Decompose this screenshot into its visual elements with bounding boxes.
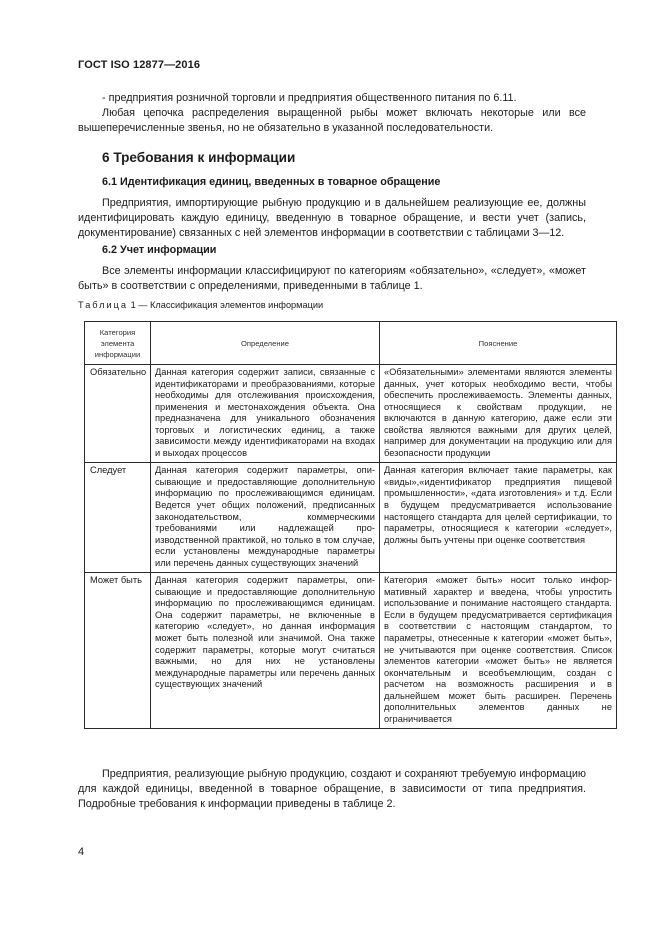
page-number: 4 bbox=[78, 846, 85, 858]
section-6-1-text: Предприятия, импортирующие рыбную продукцию и в дальнейшем реализующие ее, должны идентифицировать каждую единицу, введенную в товарное обращение, и вести учет (запись, документирование) связанных с ней элементов информации в соответствии с таблицами 3—12. bbox=[78, 197, 586, 239]
table-row-may bbox=[85, 573, 617, 729]
section-6-1-title: 6.1 Идентификация единиц, введенных в товарное обращение bbox=[102, 176, 441, 188]
header-definition: Определение bbox=[151, 322, 380, 365]
table-header-row bbox=[85, 322, 617, 365]
row-explanation: Данная категория включает такие параметры, как «виды»,«идентификатор предприятия пищевой промышленности», «дата изготовления» и т.д. Если в будущем предусматривается использование настоящего стандарта для целей сертификации, то параметры, относящиеся к категории «следует», должны быть учтены при оценке соответствия bbox=[380, 463, 617, 573]
table-1-caption-rest: 1 — Классификация элементов информации bbox=[130, 300, 324, 310]
intro-paragraph-retail bbox=[78, 91, 586, 106]
row-category: Может быть bbox=[85, 573, 151, 729]
row-definition: Данная категория содержит параметры, описывающие и предоставляющие дополнительную информацию по прослеживающимся единицам. Она содержит параметры, не включенные в категорию «следует», но данная информация может быть полезной или значимой. Она также содержит параметры, которые могут считаться важными, но для них не установлены международные параметры или перечень данных существующих значений bbox=[151, 573, 380, 729]
row-category: Обязательно bbox=[85, 365, 151, 463]
page-header-standard-code: ГОСТ ISO 12877—2016 bbox=[78, 59, 201, 71]
row-definition: Данная категория содержит параметры, описывающие и предоставляющие дополнительную информацию по прослеживающимся единицам. Ведется учет общих положений, предписанных законодательством, коммерческими требованиями или надлежащей производственной практикой, но только в том случае, если установлены международные параметры или перечень данных существующих значений bbox=[151, 463, 380, 573]
header-category: Категория элемента информации bbox=[85, 322, 151, 365]
header-explanation: Пояснение bbox=[380, 322, 617, 365]
closing-paragraph: Предприятия, реализующие рыбную продукцию, создают и сохраняют требуемую информацию для каждой единицы, введенной в товарное обращение, в зависимости от типа предприятия. Подробные требования к информации приведены в таблице 2. bbox=[78, 768, 586, 810]
section-6-2-text: Все элементы информации классифицируют по категориям «обязательно», «следует», «может быть» в соответствии с определениями, приведенными в таблице 1. bbox=[78, 265, 586, 292]
table-1-caption bbox=[78, 300, 323, 310]
intro-retail-text: - предприятия розничной торговли и предприятия общественного питания по 6.11. bbox=[102, 92, 517, 104]
table-row-mandatory bbox=[85, 365, 617, 463]
section-6-title: 6 Требования к информации bbox=[102, 150, 296, 165]
intro-paragraph-chain: Любая цепочка распределения выращенной рыбы может включать некоторые или все вышеперечисленные звенья, но не обязательно в указанной последовательности. bbox=[78, 107, 586, 134]
table-1-classification bbox=[84, 321, 617, 729]
row-explanation: «Обязательными» элементами являются элементы данных, учет которых необходимо вести, чтобы обеспечить прослеживаемость. Элементы данных, относящиеся к свойствам продукции, не включаются в данную категорию, даже если эти свойства являются важными для других целей, например для документации на продукцию или для безопасности продукции bbox=[380, 365, 617, 463]
table-row-should bbox=[85, 463, 617, 573]
row-definition: Данная категория содержит записи, связанные с идентификаторами и преобразованиями, которые необходимы для отслеживания происхождения, применения и местонахождения объекта. Она предназначена для уникального обозначения торговых и логистических единиц, а также зависимости между идентификаторами на входах и выходах процессов bbox=[151, 365, 380, 463]
row-explanation: Категория «может быть» носит только информативный характер и введена, чтобы упростить использование и понимание настоящего стандарта. Если в будущем предусматривается сертификация в соответствии с настоящим стандартом, то параметры, отнесенные к категории «может быть», не учитываются при оценке соответствия. Список элементов категории «может быть» не является окончательным и всеобъемлющим, создан с расчетом на возможность расширения и в дальнейшем может быть расширен. Перечень дополнительных элементов данных не ограничивается bbox=[380, 573, 617, 729]
section-6-2-title: 6.2 Учет информации bbox=[102, 244, 217, 256]
row-category: Следует bbox=[85, 463, 151, 573]
table-1-caption-word: Таблица bbox=[78, 300, 129, 310]
